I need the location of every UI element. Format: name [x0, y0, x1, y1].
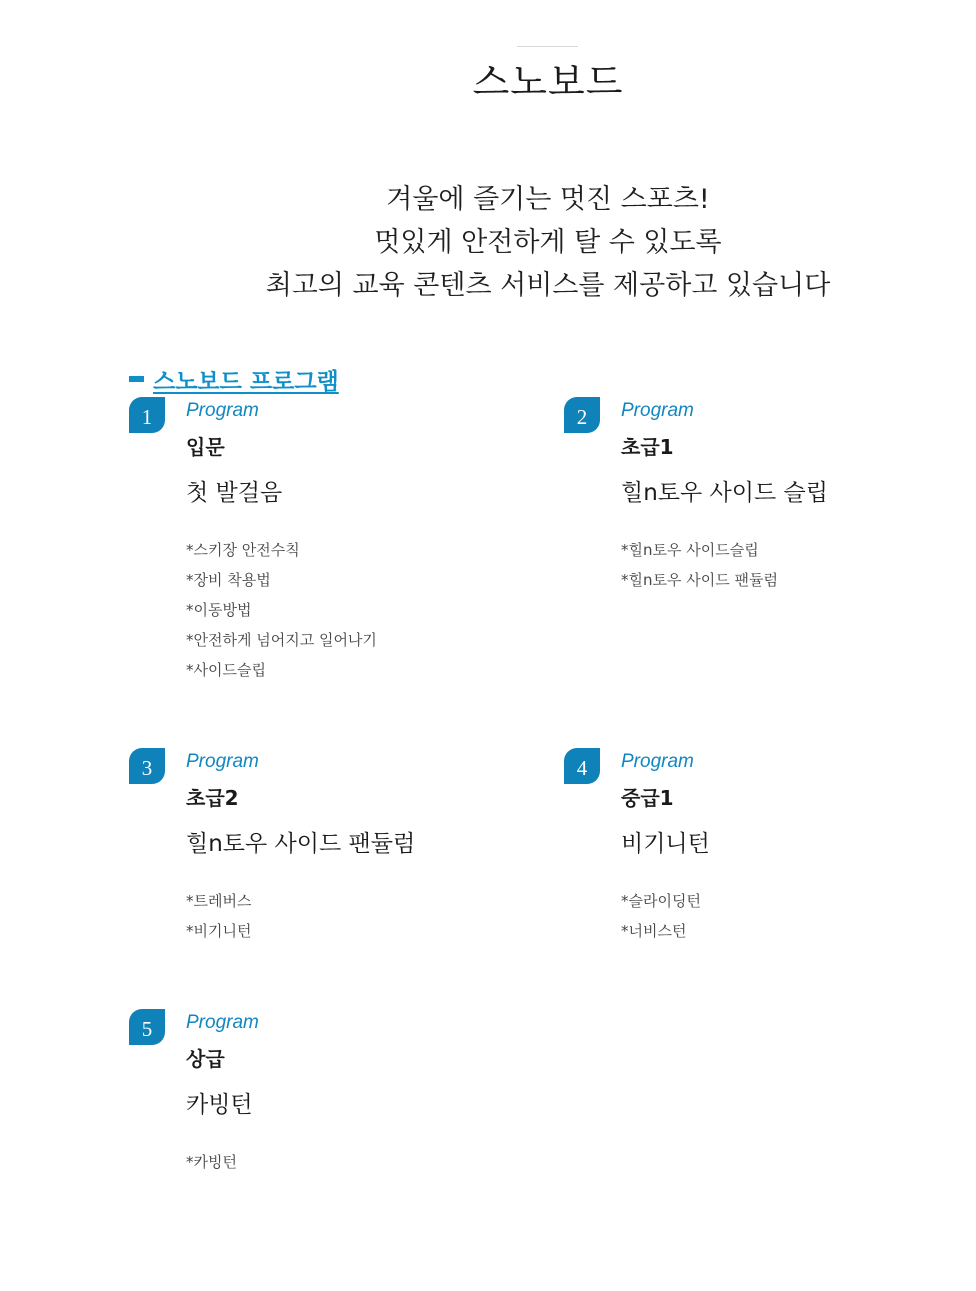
intro-line: 최고의 교육 콘텐츠 서비스를 제공하고 있습니다 [265, 270, 831, 301]
program-item: *힐n토우 사이드슬립 [621, 541, 759, 559]
program-number-badge: 4 [564, 748, 600, 784]
program-item: *스키장 안전수칙 [186, 541, 300, 559]
program-item-list [186, 535, 377, 685]
program-number-badge: 2 [564, 397, 600, 433]
program-level: 초급2 [186, 786, 239, 810]
section-heading-label: 스노보드 프로그램 [153, 368, 339, 395]
intro-text [0, 178, 976, 307]
program-number-badge: 3 [129, 748, 165, 784]
program-item: *장비 착용법 [186, 571, 271, 589]
program-item-list [186, 1147, 237, 1177]
program-item-list [621, 535, 778, 595]
heading-dash-icon [129, 376, 144, 382]
program-item-list [186, 886, 251, 946]
intro-line: 겨울에 즐기는 멋진 스포츠! [386, 184, 710, 215]
program-subtitle: 힐n토우 사이드 슬립 [621, 480, 828, 506]
program-item: *이동방법 [186, 601, 252, 619]
program-item: *슬라이딩턴 [621, 892, 701, 910]
intro-line: 멋있게 안전하게 탈 수 있도록 [374, 227, 722, 258]
program-tag: Program [186, 400, 259, 421]
program-item: *안전하게 넘어지고 일어나기 [186, 631, 377, 649]
program-item: *트레버스 [186, 892, 252, 910]
page-title: 스노보드 [472, 60, 624, 104]
program-tag: Program [186, 751, 259, 772]
program-item: *너비스턴 [621, 922, 687, 940]
program-level: 입문 [186, 435, 225, 459]
program-level: 초급1 [621, 435, 674, 459]
program-subtitle: 첫 발걸음 [186, 480, 283, 506]
program-subtitle: 비기니턴 [621, 831, 710, 857]
program-tag: Program [621, 400, 694, 421]
program-subtitle: 카빙턴 [186, 1092, 253, 1118]
program-tag: Program [186, 1012, 259, 1033]
program-number-badge: 5 [129, 1009, 165, 1045]
program-item-list [621, 886, 701, 946]
title-divider [517, 46, 578, 47]
program-item: *비기니턴 [186, 922, 252, 940]
program-level: 상급 [186, 1047, 225, 1071]
program-subtitle: 힐n토우 사이드 팬듈럼 [186, 831, 416, 857]
program-item: *카빙턴 [186, 1153, 237, 1171]
program-item: *사이드슬립 [186, 661, 266, 679]
program-level: 중급1 [621, 786, 674, 810]
program-item: *힐n토우 사이드 팬듈럼 [621, 571, 778, 589]
program-number-badge: 1 [129, 397, 165, 433]
section-heading [129, 362, 339, 396]
program-tag: Program [621, 751, 694, 772]
